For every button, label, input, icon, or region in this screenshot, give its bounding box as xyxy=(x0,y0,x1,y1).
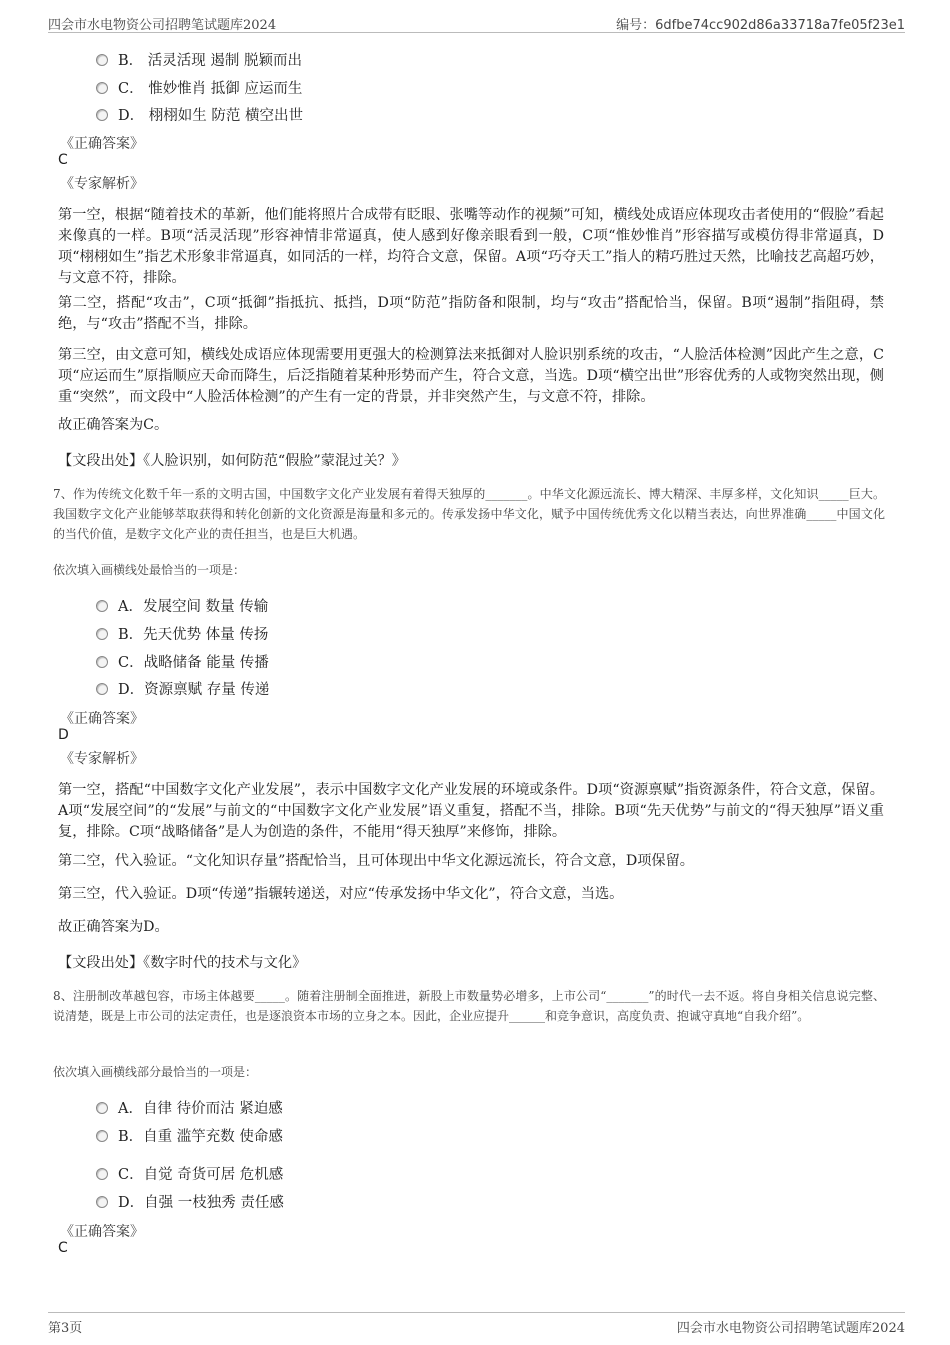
q7-option-a[interactable]: A．发展空间 数量 传输 xyxy=(96,595,268,616)
radio-icon[interactable] xyxy=(96,1168,108,1180)
q7-conclusion: 故正确答案为D。 xyxy=(58,919,169,935)
q7-option-c[interactable]: C．战略储备 能量 传播 xyxy=(96,651,269,672)
radio-icon[interactable] xyxy=(96,683,108,695)
q6-analysis-para-1: 第一空，根据“随着技术的革新，他们能将照片合成带有眨眼、张嘴等动作的视频”可知，横线处成语应体现攻击者使用的“假脸”看起来像真的一样。B项“活灵活现”形容神情非常逼真，使人感到好像亲眼看到一般，C项“惟妙惟肖”形容描写或模仿得非常逼真，D项“栩栩如生”指艺术形象非常逼真，如同活的一样，均符合文意，保留。A项“巧夺天工”指人的精巧胜过天然，比喻技艺高超巧妙，与文意不符，排除。 xyxy=(58,207,884,286)
q7-question: 7、作为传统文化数千年一系的文明古国，中国数字文化产业发展有着得天独厚的_______。中华文化源远流长、博大精深、丰厚多样，文化知识_____巨大。我国数字文化产业能够萃取获得和转化创新的文化资源是海量和多元的。传承发扬中华文化，赋予中国传统优秀文化以精当表达，向世界准确_____中国文化的当代价值，是数字文化产业的责任担当，也是巨大机遇。 xyxy=(53,487,885,541)
radio-icon[interactable] xyxy=(96,1130,108,1142)
q8-option-c[interactable]: C．自觉 奇货可居 危机感 xyxy=(96,1163,283,1184)
q7-prompt: 依次填入画横线处最恰当的一项是： xyxy=(53,563,246,577)
q6-source: 【文段出处】《人脸识别，如何防范“假脸”蒙混过关？》 xyxy=(58,453,406,469)
q7-analysis-para-3: 第三空，代入验证。D项“传递”指辗转递送，对应“传承发扬中华文化”，符合文意，当选。 xyxy=(58,886,624,902)
q6-option-b[interactable]: B． 活灵活现 遏制 脱颖而出 xyxy=(96,49,302,70)
radio-icon[interactable] xyxy=(96,656,108,668)
radio-icon[interactable] xyxy=(96,1196,108,1208)
q7-option-b[interactable]: B．先天优势 体量 传扬 xyxy=(96,623,268,644)
q8-option-b[interactable]: B．自重 滥竽充数 使命感 xyxy=(96,1125,283,1146)
document-id: 编号：6dfbe74cc902d86a33718a7fe05f23e1 xyxy=(616,18,905,33)
radio-icon[interactable] xyxy=(96,628,108,640)
footer-title: 四会市水电物资公司招聘笔试题库2024 xyxy=(676,1321,905,1336)
q7-answer-label: 《正确答案》 xyxy=(60,711,144,727)
page-footer xyxy=(48,1312,905,1335)
page-header xyxy=(48,10,905,33)
page-number: 第3页 xyxy=(48,1321,83,1336)
q7-answer: D xyxy=(58,727,69,743)
q6-analysis-para-3: 第三空，由文意可知，横线处成语应体现需要用更强大的检测算法来抵御对人脸识别系统的攻击，“人脸活体检测”因此产生之意，C项“应运而生”原指顺应天命而降生，后泛指随着某种形势而产生，符合文意，当选。D项“横空出世”形容优秀的人或物突然出现，侧重“突然”，而文段中“人脸活体检测”的产生有一定的背景，并非突然产生，与文意不符，排除。 xyxy=(58,347,884,405)
q8-option-a[interactable]: A．自律 待价而沽 紧迫感 xyxy=(96,1097,283,1118)
q6-analysis-para-2: 第二空，搭配“攻击”，C项“抵御”指抵抗、抵挡，D项“防范”指防备和限制，均与“攻击”搭配恰当，保留。B项“遏制”指阻碍，禁绝，与“攻击”搭配不当，排除。 xyxy=(58,295,884,332)
q8-answer-label: 《正确答案》 xyxy=(60,1224,144,1240)
q7-option-d[interactable]: D．资源禀赋 存量 传递 xyxy=(96,678,269,699)
q8-option-d[interactable]: D．自强 一枝独秀 责任感 xyxy=(96,1191,284,1212)
q7-analysis-para-2: 第二空，代入验证。“文化知识存量”搭配恰当，且可体现出中华文化源远流长，符合文意，D项保留。 xyxy=(58,853,694,869)
q6-answer: C xyxy=(58,152,68,168)
radio-icon[interactable] xyxy=(96,109,108,121)
radio-icon[interactable] xyxy=(96,82,108,94)
header-title: 四会市水电物资公司招聘笔试题库2024 xyxy=(48,18,277,33)
q8-answer: C xyxy=(58,1240,68,1256)
q7-analysis-label: 《专家解析》 xyxy=(60,751,144,767)
q6-option-d[interactable]: D． 栩栩如生 防范 横空出世 xyxy=(96,104,303,125)
q7-analysis-para-1: 第一空，搭配“中国数字文化产业发展”，表示中国数字文化产业发展的环境或条件。D项“资源禀赋”指资源条件，符合文意，保留。A项“发展空间”的“发展”与前文的“中国数字文化产业发展”语义重复，搭配不当，排除。B项“先天优势”与前文的“得天独厚”语义重复，排除。C项“战略储备”是人为创造的条件，不能用“得天独厚”来修饰，排除。 xyxy=(58,782,884,840)
q6-analysis-label: 《专家解析》 xyxy=(60,176,144,192)
radio-icon[interactable] xyxy=(96,1102,108,1114)
q8-question: 8、注册制改革越包容，市场主体越要_____。随着注册制全面推进，新股上市数量势必增多，上市公司“_______”的时代一去不返。将自身相关信息说完整、说清楚，既是上市公司的法定责任，也是逐浪资本市场的立身之本。因此，企业应提升______和竞争意识，高度负责、抱诚守真地“自我介绍”。 xyxy=(53,989,885,1023)
q6-option-c[interactable]: C． 惟妙惟肖 抵御 应运而生 xyxy=(96,77,302,98)
q6-answer-label: 《正确答案》 xyxy=(60,136,144,152)
q8-prompt: 依次填入画横线部分最恰当的一项是： xyxy=(53,1065,258,1079)
radio-icon[interactable] xyxy=(96,600,108,612)
q7-source: 【文段出处】《数字时代的技术与文化》 xyxy=(58,955,307,971)
radio-icon[interactable] xyxy=(96,54,108,66)
q6-conclusion: 故正确答案为C。 xyxy=(58,417,169,433)
